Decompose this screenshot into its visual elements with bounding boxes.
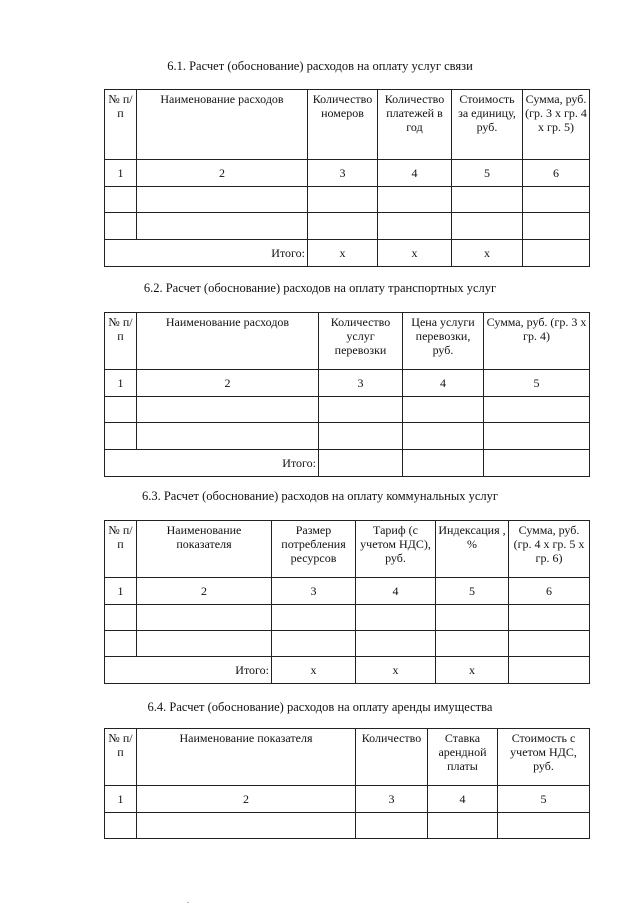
column-number: 4: [403, 370, 484, 397]
col-header-number: № п/п: [105, 90, 137, 160]
table-cell: [484, 397, 590, 423]
total-cell: [509, 657, 590, 684]
total-cell: х: [356, 657, 436, 684]
communication-costs-table: [104, 89, 590, 267]
column-number: 2: [137, 786, 356, 813]
col-header-rent-rate: Ставка арендной платы: [428, 729, 498, 786]
table-cell: [105, 213, 137, 240]
col-header-payments-per-year: Количество платежей в год: [378, 90, 452, 160]
table-cell: [272, 605, 356, 631]
column-number: 2: [137, 160, 308, 187]
total-label: Итого:: [105, 657, 272, 684]
column-number: 5: [452, 160, 523, 187]
total-cell: х: [308, 240, 378, 267]
total-cell: х: [452, 240, 523, 267]
column-number: 4: [428, 786, 498, 813]
table-header-row: [105, 90, 590, 160]
table-cell: [484, 423, 590, 450]
table-cell: [105, 397, 137, 423]
column-number: 2: [137, 578, 272, 605]
col-header-number-count: Количество номеров: [308, 90, 378, 160]
col-header-quantity: Количество: [356, 729, 428, 786]
table-cell: [403, 397, 484, 423]
section-6-2-title: 6.2. Расчет (обоснование) расходов на оплату транспортных услуг: [143, 281, 497, 295]
table-cell: [403, 423, 484, 450]
table-cell: [452, 213, 523, 240]
total-cell: [523, 240, 590, 267]
table-cell: [319, 397, 403, 423]
col-header-unit-cost: Стоимость за единицу, руб.: [452, 90, 523, 160]
table-cell: [452, 187, 523, 213]
table-cell: [378, 187, 452, 213]
col-header-number: № п/п: [105, 313, 137, 370]
table-cell: [319, 423, 403, 450]
table-row: [105, 605, 590, 631]
column-number: 4: [356, 578, 436, 605]
table-row: [105, 187, 590, 213]
table-cell: [105, 813, 137, 839]
col-header-indexation: Индексация , %: [436, 521, 509, 578]
table-cell: [137, 813, 356, 839]
column-number: 3: [356, 786, 428, 813]
table-cell: [308, 187, 378, 213]
col-header-expense-name: Наименование расходов: [137, 313, 319, 370]
table-cell: [428, 813, 498, 839]
table-header-row: [105, 729, 590, 786]
col-header-sum: Сумма, руб. (гр. 4 х гр. 5 х гр. 6): [509, 521, 590, 578]
column-number: 1: [105, 160, 137, 187]
col-header-tariff: Тариф (с учетом НДС), руб.: [356, 521, 436, 578]
transport-costs-table: [104, 312, 590, 477]
column-number-row: [105, 160, 590, 187]
column-number-row: [105, 370, 590, 397]
table-cell: [436, 631, 509, 657]
total-label: Итого:: [105, 240, 308, 267]
table-cell: [137, 213, 308, 240]
table-cell: [436, 605, 509, 631]
col-header-consumption: Размер потребления ресурсов: [272, 521, 356, 578]
table-row: [105, 213, 590, 240]
total-cell: [484, 450, 590, 477]
section-6-1-title: 6.1. Расчет (обоснование) расходов на оплату услуг связи: [167, 59, 473, 73]
total-cell: [319, 450, 403, 477]
table-cell: [272, 631, 356, 657]
table-row: [105, 631, 590, 657]
table-cell: [378, 213, 452, 240]
column-number: 4: [378, 160, 452, 187]
table-cell: [356, 605, 436, 631]
table-cell: [308, 213, 378, 240]
column-number: 1: [105, 786, 137, 813]
total-label: Итого:: [105, 450, 319, 477]
total-row: [105, 657, 590, 684]
col-header-cost-with-vat: Стоимость с учетом НДС, руб.: [498, 729, 590, 786]
table-cell: [137, 605, 272, 631]
column-number: 3: [272, 578, 356, 605]
col-header-expense-name: Наименование расходов: [137, 90, 308, 160]
table-header-row: [105, 313, 590, 370]
table-cell: [137, 631, 272, 657]
col-header-sum: Сумма, руб. (гр. 3 х гр. 4): [484, 313, 590, 370]
table-cell: [137, 397, 319, 423]
table-cell: [509, 605, 590, 631]
table-cell: [498, 813, 590, 839]
table-cell: [523, 213, 590, 240]
column-number: 1: [105, 370, 137, 397]
total-cell: [403, 450, 484, 477]
col-header-transport-count: Количество услуг перевозки: [319, 313, 403, 370]
table-cell: [356, 631, 436, 657]
column-number: 3: [308, 160, 378, 187]
column-number: 1: [105, 578, 137, 605]
table-cell: [105, 187, 137, 213]
table-cell: [105, 423, 137, 450]
total-cell: х: [436, 657, 509, 684]
table-cell: [137, 187, 308, 213]
table-row: [105, 397, 590, 423]
table-row: [105, 423, 590, 450]
col-header-number: № п/п: [105, 521, 137, 578]
total-cell: х: [378, 240, 452, 267]
utilities-costs-table: [104, 520, 590, 684]
page-mark: .: [187, 896, 189, 905]
col-header-indicator-name: Наименование показателя: [137, 521, 272, 578]
col-header-sum: Сумма, руб. (гр. 3 х гр. 4 х гр. 5): [523, 90, 590, 160]
column-number: 6: [523, 160, 590, 187]
table-cell: [523, 187, 590, 213]
table-cell: [137, 423, 319, 450]
section-6-3-title: 6.3. Расчет (обоснование) расходов на оплату коммунальных услуг: [141, 489, 499, 503]
total-row: [105, 240, 590, 267]
column-number: 5: [436, 578, 509, 605]
table-row: [105, 813, 590, 839]
table-cell: [356, 813, 428, 839]
column-number: 5: [498, 786, 590, 813]
col-header-indicator-name: Наименование показателя: [137, 729, 356, 786]
column-number: 6: [509, 578, 590, 605]
table-cell: [509, 631, 590, 657]
section-6-4-title: 6.4. Расчет (обоснование) расходов на оплату аренды имущества: [147, 700, 493, 714]
total-cell: х: [272, 657, 356, 684]
total-row: [105, 450, 590, 477]
column-number: 5: [484, 370, 590, 397]
table-header-row: [105, 521, 590, 578]
column-number: 2: [137, 370, 319, 397]
col-header-transport-price: Цена услуги перевозки, руб.: [403, 313, 484, 370]
col-header-number: № п/п: [105, 729, 137, 786]
column-number-row: [105, 786, 590, 813]
rent-costs-table: [104, 728, 590, 839]
column-number: 3: [319, 370, 403, 397]
column-number-row: [105, 578, 590, 605]
table-cell: [105, 605, 137, 631]
table-cell: [105, 631, 137, 657]
